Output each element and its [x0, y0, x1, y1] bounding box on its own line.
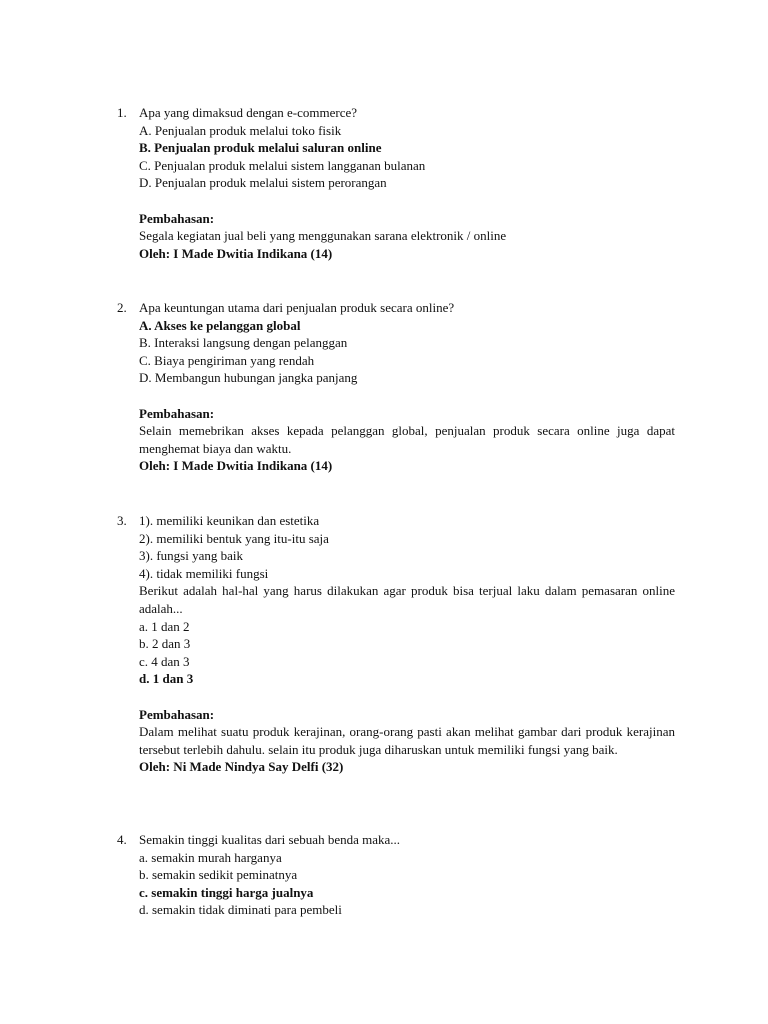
- option: a. 1 dan 2: [139, 618, 190, 634]
- question-text: Apa keuntungan utama dari penjualan produk secara online?: [139, 300, 455, 315]
- option: b. semakin sedikit peminatnya: [139, 867, 298, 883]
- option: B. Interaksi langsung dengan pelanggan: [139, 335, 348, 351]
- explanation-text: Segala kegiatan jual beli yang menggunakan sarana elektronik / online: [139, 228, 507, 244]
- option: a. semakin murah harganya: [139, 849, 282, 865]
- question-text: Semakin tinggi kualitas dari sebuah benda maka...: [139, 832, 401, 847]
- statement: 1). memiliki keunikan dan estetika: [139, 513, 320, 528]
- explanation-label: Pembahasan:: [139, 210, 215, 226]
- author: Oleh: Ni Made Nindya Say Delfi (32): [139, 759, 344, 775]
- explanation-text: Dalam melihat suatu produk kerajinan, orang-orang pasti akan melihat gambar dari produk kerajinan tersebut terlebih dahulu. selain itu produk juga diharuskan untuk memiliki fungsi yang baik.: [139, 724, 675, 757]
- option-correct: B. Penjualan produk melalui saluran online: [139, 140, 382, 156]
- question-number: 2.: [117, 300, 127, 315]
- option: C. Biaya pengiriman yang rendah: [139, 352, 315, 368]
- option: c. 4 dan 3: [139, 653, 190, 669]
- question-3: [117, 512, 677, 776]
- option: A. Penjualan produk melalui toko fisik: [139, 122, 342, 138]
- explanation-label: Pembahasan:: [139, 706, 215, 722]
- option: D. Membangun hubungan jangka panjang: [139, 370, 358, 386]
- question-1: [117, 104, 677, 262]
- author: Oleh: I Made Dwitia Indikana (14): [139, 245, 333, 261]
- question-text: Berikut adalah hal-hal yang harus dilakukan agar produk bisa terjual laku dalam pemasaran online adalah...: [139, 583, 675, 616]
- statement: 3). fungsi yang baik: [139, 548, 243, 564]
- explanation-text: Selain memebrikan akses kepada pelanggan global, penjualan produk secara online juga dapat menghemat biaya dan waktu.: [139, 423, 675, 456]
- question-text: Apa yang dimaksud dengan e-commerce?: [139, 105, 358, 120]
- question-number: 1.: [117, 105, 127, 120]
- option-correct: A. Akses ke pelanggan global: [139, 317, 301, 333]
- author: Oleh: I Made Dwitia Indikana (14): [139, 458, 333, 474]
- explanation-label: Pembahasan:: [139, 405, 215, 421]
- statement: 4). tidak memiliki fungsi: [139, 565, 269, 581]
- option-correct: c. semakin tinggi harga jualnya: [139, 884, 314, 900]
- option: C. Penjualan produk melalui sistem langganan bulanan: [139, 157, 426, 173]
- option: d. semakin tidak diminati para pembeli: [139, 902, 342, 918]
- option: D. Penjualan produk melalui sistem perorangan: [139, 175, 387, 191]
- question-4: [117, 831, 677, 919]
- statement: 2). memiliki bentuk yang itu-itu saja: [139, 530, 329, 546]
- question-number: 3.: [117, 513, 127, 528]
- question-number: 4.: [117, 832, 127, 847]
- option-correct: d. 1 dan 3: [139, 671, 194, 687]
- question-2: [117, 299, 677, 475]
- option: b. 2 dan 3: [139, 636, 191, 652]
